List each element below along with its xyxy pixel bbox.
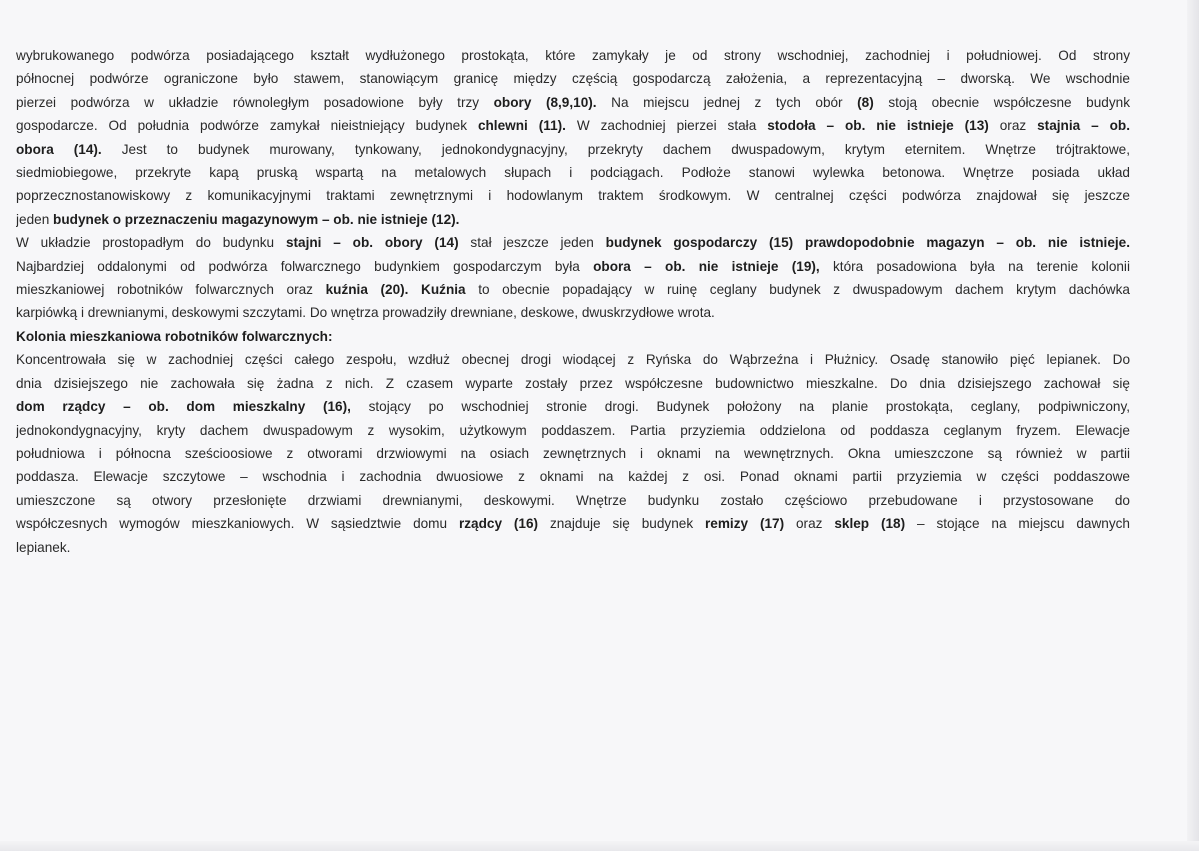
text-run: stojący po wschodniej stronie drogi. Budynek położony na planie prostokąta, ceglany, podpiwniczony, bbox=[350, 399, 1130, 415]
text-line bbox=[16, 348, 1130, 371]
text-run: znajduje się budynek bbox=[538, 516, 705, 532]
bold-text-run: stajni – ob. obory (14) bbox=[285, 235, 459, 251]
paragraph-3 bbox=[16, 348, 1130, 559]
text-line bbox=[16, 395, 1130, 418]
text-run: gospodarcze. Od południa podwórze zamykał nieistniejący budynek bbox=[16, 118, 478, 134]
text-run: Najbardziej oddalonymi od podwórza folwarcznego budynkiem gospodarczym była bbox=[16, 258, 594, 274]
text-line bbox=[16, 489, 1130, 512]
text-line bbox=[16, 372, 1130, 395]
text-line bbox=[16, 255, 1130, 278]
text-run: stał jeszcze jeden bbox=[458, 235, 606, 251]
bold-text-run: kuźnia (20). Kuźnia bbox=[325, 282, 466, 298]
text-line bbox=[16, 161, 1130, 184]
text-run: Na miejscu jednej z tych obór bbox=[596, 94, 858, 110]
text-run: W układzie prostopadłym do budynku bbox=[16, 235, 286, 251]
bold-text-run: budynek gospodarczy (15) prawdopodobnie magazyn – ob. nie istnieje. bbox=[605, 235, 1130, 251]
text-run: oraz bbox=[988, 118, 1038, 134]
bold-text-run: (8) bbox=[857, 94, 874, 110]
bold-text-run: obora (14). bbox=[16, 141, 102, 157]
text-line bbox=[16, 419, 1130, 442]
scan-edge-right bbox=[1187, 0, 1199, 851]
text-run: mieszkaniowej robotników folwarcznych oraz bbox=[16, 282, 326, 298]
bold-text-run: stodoła – ob. nie istnieje (13) bbox=[767, 118, 989, 134]
text-run: karpiówką i drewnianymi, deskowymi szczytami. Do wnętrza prowadziły drewniane, deskowe, dwuskrzydłowe wrota. bbox=[16, 305, 715, 321]
text-line bbox=[16, 231, 1130, 254]
bold-text-run: chlewni (11). bbox=[477, 118, 566, 134]
text-run: północnej podwórze ograniczone było stawem, stanowiącym granicę między częścią gospodarczą założenia, a reprezentacyjną – dworską. We wschodnie bbox=[16, 71, 1130, 87]
text-run: W zachodniej pierzei stała bbox=[565, 118, 768, 134]
text-line bbox=[16, 465, 1130, 488]
section-heading bbox=[16, 325, 1130, 348]
bold-text-run: obory (8,9,10). bbox=[493, 94, 597, 110]
bold-text-run: budynek o przeznaczeniu magazynowym – ob. nie istnieje (12). bbox=[53, 211, 460, 227]
text-line bbox=[16, 278, 1130, 301]
bold-text-run: dom rządcy – ob. dom mieszkalny (16), bbox=[16, 399, 351, 415]
paragraph-1 bbox=[16, 44, 1130, 231]
text-run: to obecnie popadający w ruinę ceglany budynek z dwuspadowym dachem krytym dachówka bbox=[465, 282, 1130, 298]
bold-text-run: sklep (18) bbox=[834, 516, 906, 532]
text-line bbox=[16, 114, 1130, 137]
text-run: pierzei podwórza w układzie równoległym posadowione były trzy bbox=[16, 94, 494, 110]
text-run: siedmiobiegowe, przekryte kapą pruską wspartą na metalowych słupach i podciągach. Podłoże stanowi wylewka betonowa. Wnętrze posiada układ bbox=[16, 165, 1130, 181]
text-run: – stojące na miejscu dawnych bbox=[905, 516, 1130, 532]
text-line bbox=[16, 512, 1130, 535]
text-run: umieszczone są otwory przesłonięte drzwiami drewnianymi, deskowymi. Wnętrze budynku zostało częściowo przebudowane i przystosowane do bbox=[16, 492, 1130, 508]
scan-edge-bottom bbox=[0, 841, 1199, 851]
text-line bbox=[16, 442, 1130, 465]
bold-text-run: remizy (17) bbox=[705, 516, 785, 532]
text-run: współczesnych wymogów mieszkaniowych. W sąsiedztwie domu bbox=[16, 516, 459, 532]
text-line bbox=[16, 536, 1130, 559]
text-line bbox=[16, 208, 1130, 231]
text-line bbox=[16, 184, 1130, 207]
bold-text-run: stajnia – ob. bbox=[1037, 118, 1130, 134]
text-run: oraz bbox=[784, 516, 835, 532]
text-run: lepianek. bbox=[16, 539, 71, 555]
text-line bbox=[16, 138, 1130, 161]
text-run: Koncentrowała się w zachodniej części całego zespołu, wzdłuż obecnej drogi wiodącej z Ryńska do Wąbrzeźna i Płużnicy. Osadę stanowiło pięć lepianek. Do bbox=[16, 352, 1130, 368]
document-page bbox=[16, 44, 1130, 559]
text-run: południowa i północna sześcioosiowe z otworami drzwiowymi na osiach zewnętrznych i oknami na wewnętrznych. Okna umieszczone są również w partii bbox=[16, 445, 1130, 461]
section-heading-text: Kolonia mieszkaniowa robotników folwarcznych: bbox=[16, 328, 333, 344]
text-run: jednokondygnacyjny, kryty dachem dwuspadowym z wysokim, użytkowym poddaszem. Partia przyziemia oddzielona od poddasza ceglanym fryzem. Elewacje bbox=[16, 422, 1130, 438]
text-line bbox=[16, 67, 1130, 90]
text-run: stoją obecnie współczesne budynk bbox=[873, 94, 1130, 110]
bold-text-run: obora – ob. nie istnieje (19), bbox=[593, 258, 820, 274]
text-run: jeden bbox=[16, 211, 54, 227]
text-line bbox=[16, 44, 1130, 67]
text-run: dnia dzisiejszego nie zachowała się żadna z nich. Z czasem wyparte zostały przez współczesne budownictwo mieszkalne. Do dnia dzisiejszego zachował się bbox=[16, 375, 1130, 391]
text-run: wybrukowanego podwórza posiadającego kształt wydłużonego prostokąta, które zamykały je od strony wschodniej, zachodniej i południowej. Od strony bbox=[16, 48, 1130, 63]
paragraph-2 bbox=[16, 231, 1130, 325]
text-run: Jest to budynek murowany, tynkowany, jednokondygnacyjny, przekryty dachem dwuspadowym, krytym eternitem. Wnętrze trójtraktowe, bbox=[101, 141, 1130, 157]
text-line bbox=[16, 91, 1130, 114]
text-run: poddasza. Elewacje szczytowe – wschodnia i zachodnia dwuosiowe z oknami na każdej z osi. Ponad oknami partii przyziemia w części poddaszowe bbox=[16, 469, 1130, 485]
bold-text-run: rządcy (16) bbox=[458, 516, 539, 532]
text-run: która posadowiona była na terenie kolonii bbox=[819, 258, 1130, 274]
text-line bbox=[16, 301, 1130, 324]
text-run: poprzecznostanowiskowy z komunikacyjnymi traktami zewnętrznymi i hodowlanym traktem środkowym. W centralnej części podwórza znajdował się jeszcze bbox=[16, 188, 1130, 204]
